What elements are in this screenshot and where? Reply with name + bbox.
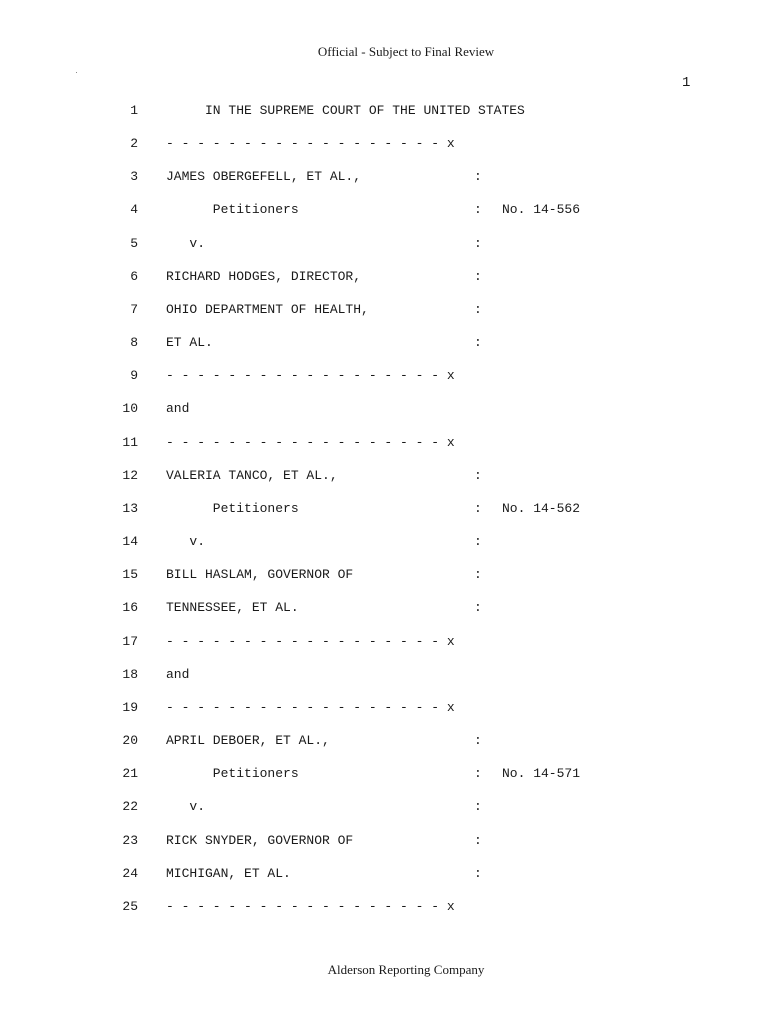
page-header: Official - Subject to Final Review (317, 44, 495, 59)
line-number: 3 (130, 169, 138, 185)
transcript-line (0, 798, 768, 816)
caption-colon: : (474, 567, 482, 583)
line-text: Petitioners (166, 766, 299, 782)
line-text: - - - - - - - - - - - - - - - - - - x (166, 898, 455, 914)
caption-colon: : (474, 534, 482, 550)
line-text: - - - - - - - - - - - - - - - - - - x (166, 434, 455, 450)
docket-number: No. 14-556 (502, 202, 581, 218)
line-number: 18 (122, 666, 138, 682)
line-number: 5 (130, 235, 138, 251)
caption-colon: : (474, 169, 482, 185)
caption-colon: : (474, 500, 482, 516)
transcript-line (0, 434, 768, 452)
docket-number: No. 14-562 (502, 500, 581, 516)
caption-colon: : (474, 766, 482, 782)
transcript-line (0, 699, 768, 717)
transcript-line (0, 400, 768, 418)
line-text: OHIO DEPARTMENT OF HEALTH, (166, 301, 369, 317)
transcript-line (0, 102, 768, 120)
line-text: RICHARD HODGES, DIRECTOR, (166, 268, 362, 284)
transcript-line (0, 500, 768, 518)
line-number: 11 (122, 434, 138, 450)
line-number: 19 (122, 699, 138, 715)
transcript-line (0, 168, 768, 186)
line-number: 15 (122, 567, 138, 583)
transcript-line (0, 367, 768, 385)
line-number: 24 (122, 865, 138, 881)
transcript-line (0, 301, 768, 319)
line-number: 4 (130, 202, 138, 218)
transcript-line (0, 599, 768, 617)
line-number: 2 (130, 136, 138, 152)
line-text: Petitioners (166, 202, 299, 218)
transcript-line (0, 633, 768, 651)
transcript-line (0, 533, 768, 551)
line-text: - - - - - - - - - - - - - - - - - - x (166, 368, 455, 384)
caption-colon: : (474, 467, 482, 483)
line-number: 22 (122, 799, 138, 815)
line-text: Petitioners (166, 500, 299, 516)
caption-colon: : (474, 235, 482, 251)
caption-colon: : (474, 600, 482, 616)
line-number: 12 (122, 467, 138, 483)
transcript-line (0, 865, 768, 883)
transcript-line (0, 832, 768, 850)
line-text: BILL HASLAM, GOVERNOR OF (166, 567, 354, 583)
caption-colon: : (474, 268, 482, 284)
line-text: - - - - - - - - - - - - - - - - - - x (166, 633, 455, 649)
line-text: MICHIGAN, ET AL. (166, 865, 291, 881)
line-text: - - - - - - - - - - - - - - - - - - x (166, 699, 455, 715)
page-number: 1 (682, 75, 691, 91)
line-text: v. (166, 235, 206, 251)
line-number: 16 (122, 600, 138, 616)
transcript-line (0, 235, 768, 253)
line-number: 7 (130, 301, 138, 317)
line-number: 1 (130, 103, 138, 118)
page-footer: Alderson Reporting Company (327, 962, 485, 977)
line-number: 9 (130, 368, 138, 384)
caption-colon: : (474, 799, 482, 815)
caption-colon: : (474, 832, 482, 848)
line-text: and (166, 401, 190, 417)
transcript-line (0, 201, 768, 219)
line-text: IN THE SUPREME COURT OF THE UNITED STATES (166, 103, 525, 118)
line-number: 10 (122, 401, 138, 417)
line-text: ET AL. (166, 335, 213, 351)
transcript-line (0, 732, 768, 750)
transcript-line (0, 666, 768, 684)
transcript-line (0, 135, 768, 153)
line-text: TENNESSEE, ET AL. (166, 600, 299, 616)
transcript-line (0, 467, 768, 485)
line-number: 17 (122, 633, 138, 649)
transcript-line (0, 566, 768, 584)
docket-number: No. 14-571 (502, 766, 581, 782)
line-text: and (166, 666, 190, 682)
transcript-line (0, 334, 768, 352)
transcript-line (0, 765, 768, 783)
line-text: VALERIA TANCO, ET AL., (166, 467, 338, 483)
transcript-line (0, 268, 768, 286)
line-text: v. (166, 534, 206, 550)
line-number: 13 (122, 500, 138, 516)
line-text: RICK SNYDER, GOVERNOR OF (166, 832, 354, 848)
line-text: APRIL DEBOER, ET AL., (166, 733, 330, 749)
transcript-line (0, 898, 768, 916)
caption-colon: : (474, 733, 482, 749)
caption-colon: : (474, 335, 482, 351)
line-number: 20 (122, 733, 138, 749)
line-number: 21 (122, 766, 138, 782)
line-text: JAMES OBERGEFELL, ET AL., (166, 169, 362, 185)
line-number: 6 (130, 268, 138, 284)
line-text: v. (166, 799, 206, 815)
caption-colon: : (474, 301, 482, 317)
line-number: 25 (122, 898, 138, 914)
line-text: - - - - - - - - - - - - - - - - - - x (166, 136, 455, 152)
caption-colon: : (474, 202, 482, 218)
line-number: 23 (122, 832, 138, 848)
line-number: 8 (130, 335, 138, 351)
caption-colon: : (474, 865, 482, 881)
line-number: 14 (122, 534, 138, 550)
